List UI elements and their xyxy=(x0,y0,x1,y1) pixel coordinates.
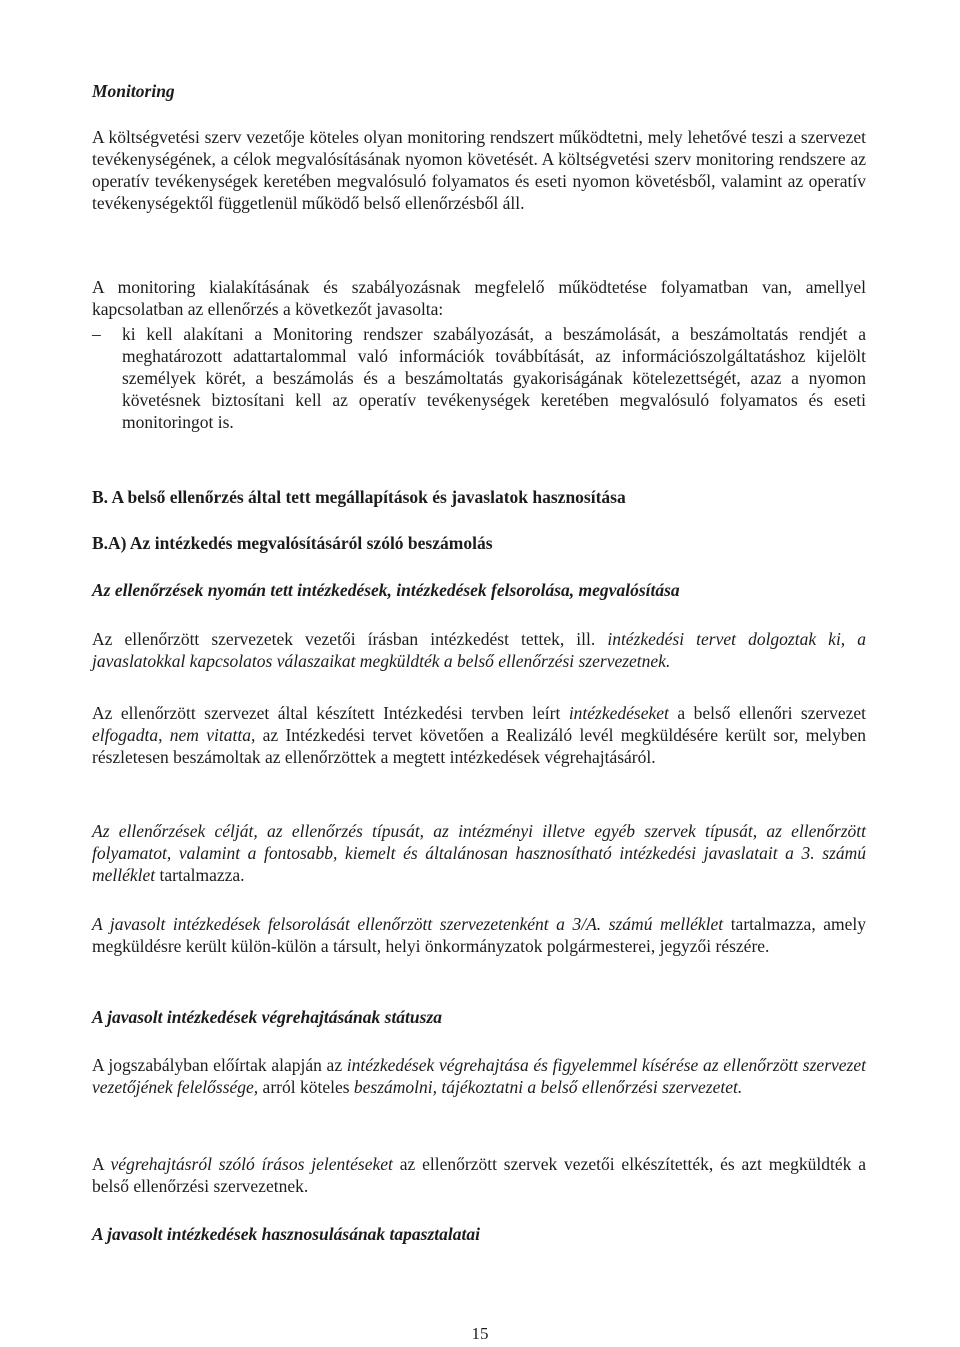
subheading-measures: Az ellenőrzések nyomán tett intézkedések, intézkedések felsorolása, megvalósítása xyxy=(92,580,680,600)
paragraph-annex-3 xyxy=(92,820,866,886)
text-segment-italic: intézkedéseket xyxy=(568,703,669,723)
text-segment-italic: elfogadta, nem vitatta, xyxy=(92,725,256,745)
paragraph-written-reports xyxy=(92,1153,866,1197)
paragraph-action-plan xyxy=(92,702,866,768)
text-segment: tartalmazza, amely megküldésre került külön-külön a társult, helyi önkormányzatok polgármesterei, jegyzői részére. xyxy=(92,914,867,956)
text-segment-italic: beszámolni, tájékoztatni a belső ellenőrzési szervezetet. xyxy=(353,1077,743,1097)
paragraph-monitoring-status: A monitoring kialakításának és szabályozásnak megfelelő működtetése folyamatban van, amellyel kapcsolatban az ellenőrzés a következőt javasolta: xyxy=(92,277,866,319)
text-segment-italic: intézkedések végrehajtása és figyelemmel kísérése az ellenőrzött szervezet vezetőjének felelőssége, xyxy=(92,1055,866,1097)
bullet-recommendation: ki kell alakítani a Monitoring rendszer szabályozását, a beszámolását, a beszámoltatás rendjét a meghatározott adattartalommal való információk továbbítását, az információszolgáltatáshoz kijelölt személyek körét, a beszámolás és a beszámoltatás gyakoriságának kötelezettségét, azaz a nyomon követésnek biztosítani kell az operatív tevékenységek keretében megvalósuló folyamatos és eseti monitoringot is. xyxy=(122,324,866,432)
paragraph-legal-basis xyxy=(92,1054,866,1098)
text-segment-italic: intézkedési tervet dolgoztak ki, a javaslatokkal kapcsolatos válaszaikat megküldték a belső ellenőrzési szervezetnek. xyxy=(92,629,866,671)
paragraph-annex-3a xyxy=(92,913,866,957)
section-heading-b: B. A belső ellenőrzés által tett megállapítások és javaslatok hasznosítása xyxy=(92,487,626,507)
text-segment-italic: A javasolt intézkedések felsorolását ellenőrzött szervezetenként a 3/A. számú melléklet xyxy=(92,914,724,934)
text-segment: arról köteles xyxy=(258,1077,354,1097)
text-segment: a belső ellenőri szervezet xyxy=(668,703,866,723)
text-segment: az Intézkedési tervet követően a Realizáló levél megküldésére került sor, melyben részletesen beszámoltak az ellenőrzöttek a megtett intézkedések végrehajtásáról. xyxy=(92,725,866,767)
section-heading-ba: B.A) Az intézkedés megvalósításáról szóló beszámolás xyxy=(92,533,493,553)
text-segment: tartalmazza. xyxy=(155,865,245,885)
text-segment-italic: végrehajtásról szóló írásos jelentéseket xyxy=(110,1154,393,1174)
subheading-status: A javasolt intézkedések végrehajtásának státusza xyxy=(92,1007,443,1027)
page-number: 15 xyxy=(471,1324,489,1343)
paragraph-monitoring-intro: A költségvetési szerv vezetője köteles olyan monitoring rendszert működtetni, mely lehetővé teszi a szervezet tevékenységének, a célok megvalósításának nyomon követését. A költségvetési szerv monitoring rendszere az operatív tevékenységek keretében megvalósuló folyamatos és eseti nyomon követésből, valamint az operatív tevékenységektől függetlenül működő belső ellenőrzésből áll. xyxy=(92,127,866,213)
text-segment: A jogszabályban előírtak alapján az xyxy=(92,1055,347,1075)
section-heading-monitoring: Monitoring xyxy=(92,81,175,101)
text-segment: A xyxy=(92,1154,111,1174)
bullet-dash: – xyxy=(92,324,101,344)
paragraph-measures-taken xyxy=(92,628,866,672)
subheading-experience: A javasolt intézkedések hasznosulásának tapasztalatai xyxy=(92,1224,480,1244)
text-segment: Az ellenőrzött szervezet által készített Intézkedési tervben leírt xyxy=(92,703,569,723)
text-segment: az ellenőrzött szervek vezetői elkészítették, és azt megküldték a belső ellenőrzési szervezetnek. xyxy=(92,1154,866,1196)
text-segment: Az ellenőrzött szervezetek vezetői írásban intézkedést tettek, ill. xyxy=(92,629,608,649)
text-segment-italic: Az ellenőrzések célját, az ellenőrzés típusát, az intézményi illetve egyéb szervek típusát, az ellenőrzött folyamatot, valamint a fontosabb, kiemelt és általánosan hasznosítható intézkedési javaslatait a 3. számú melléklet xyxy=(92,821,866,885)
